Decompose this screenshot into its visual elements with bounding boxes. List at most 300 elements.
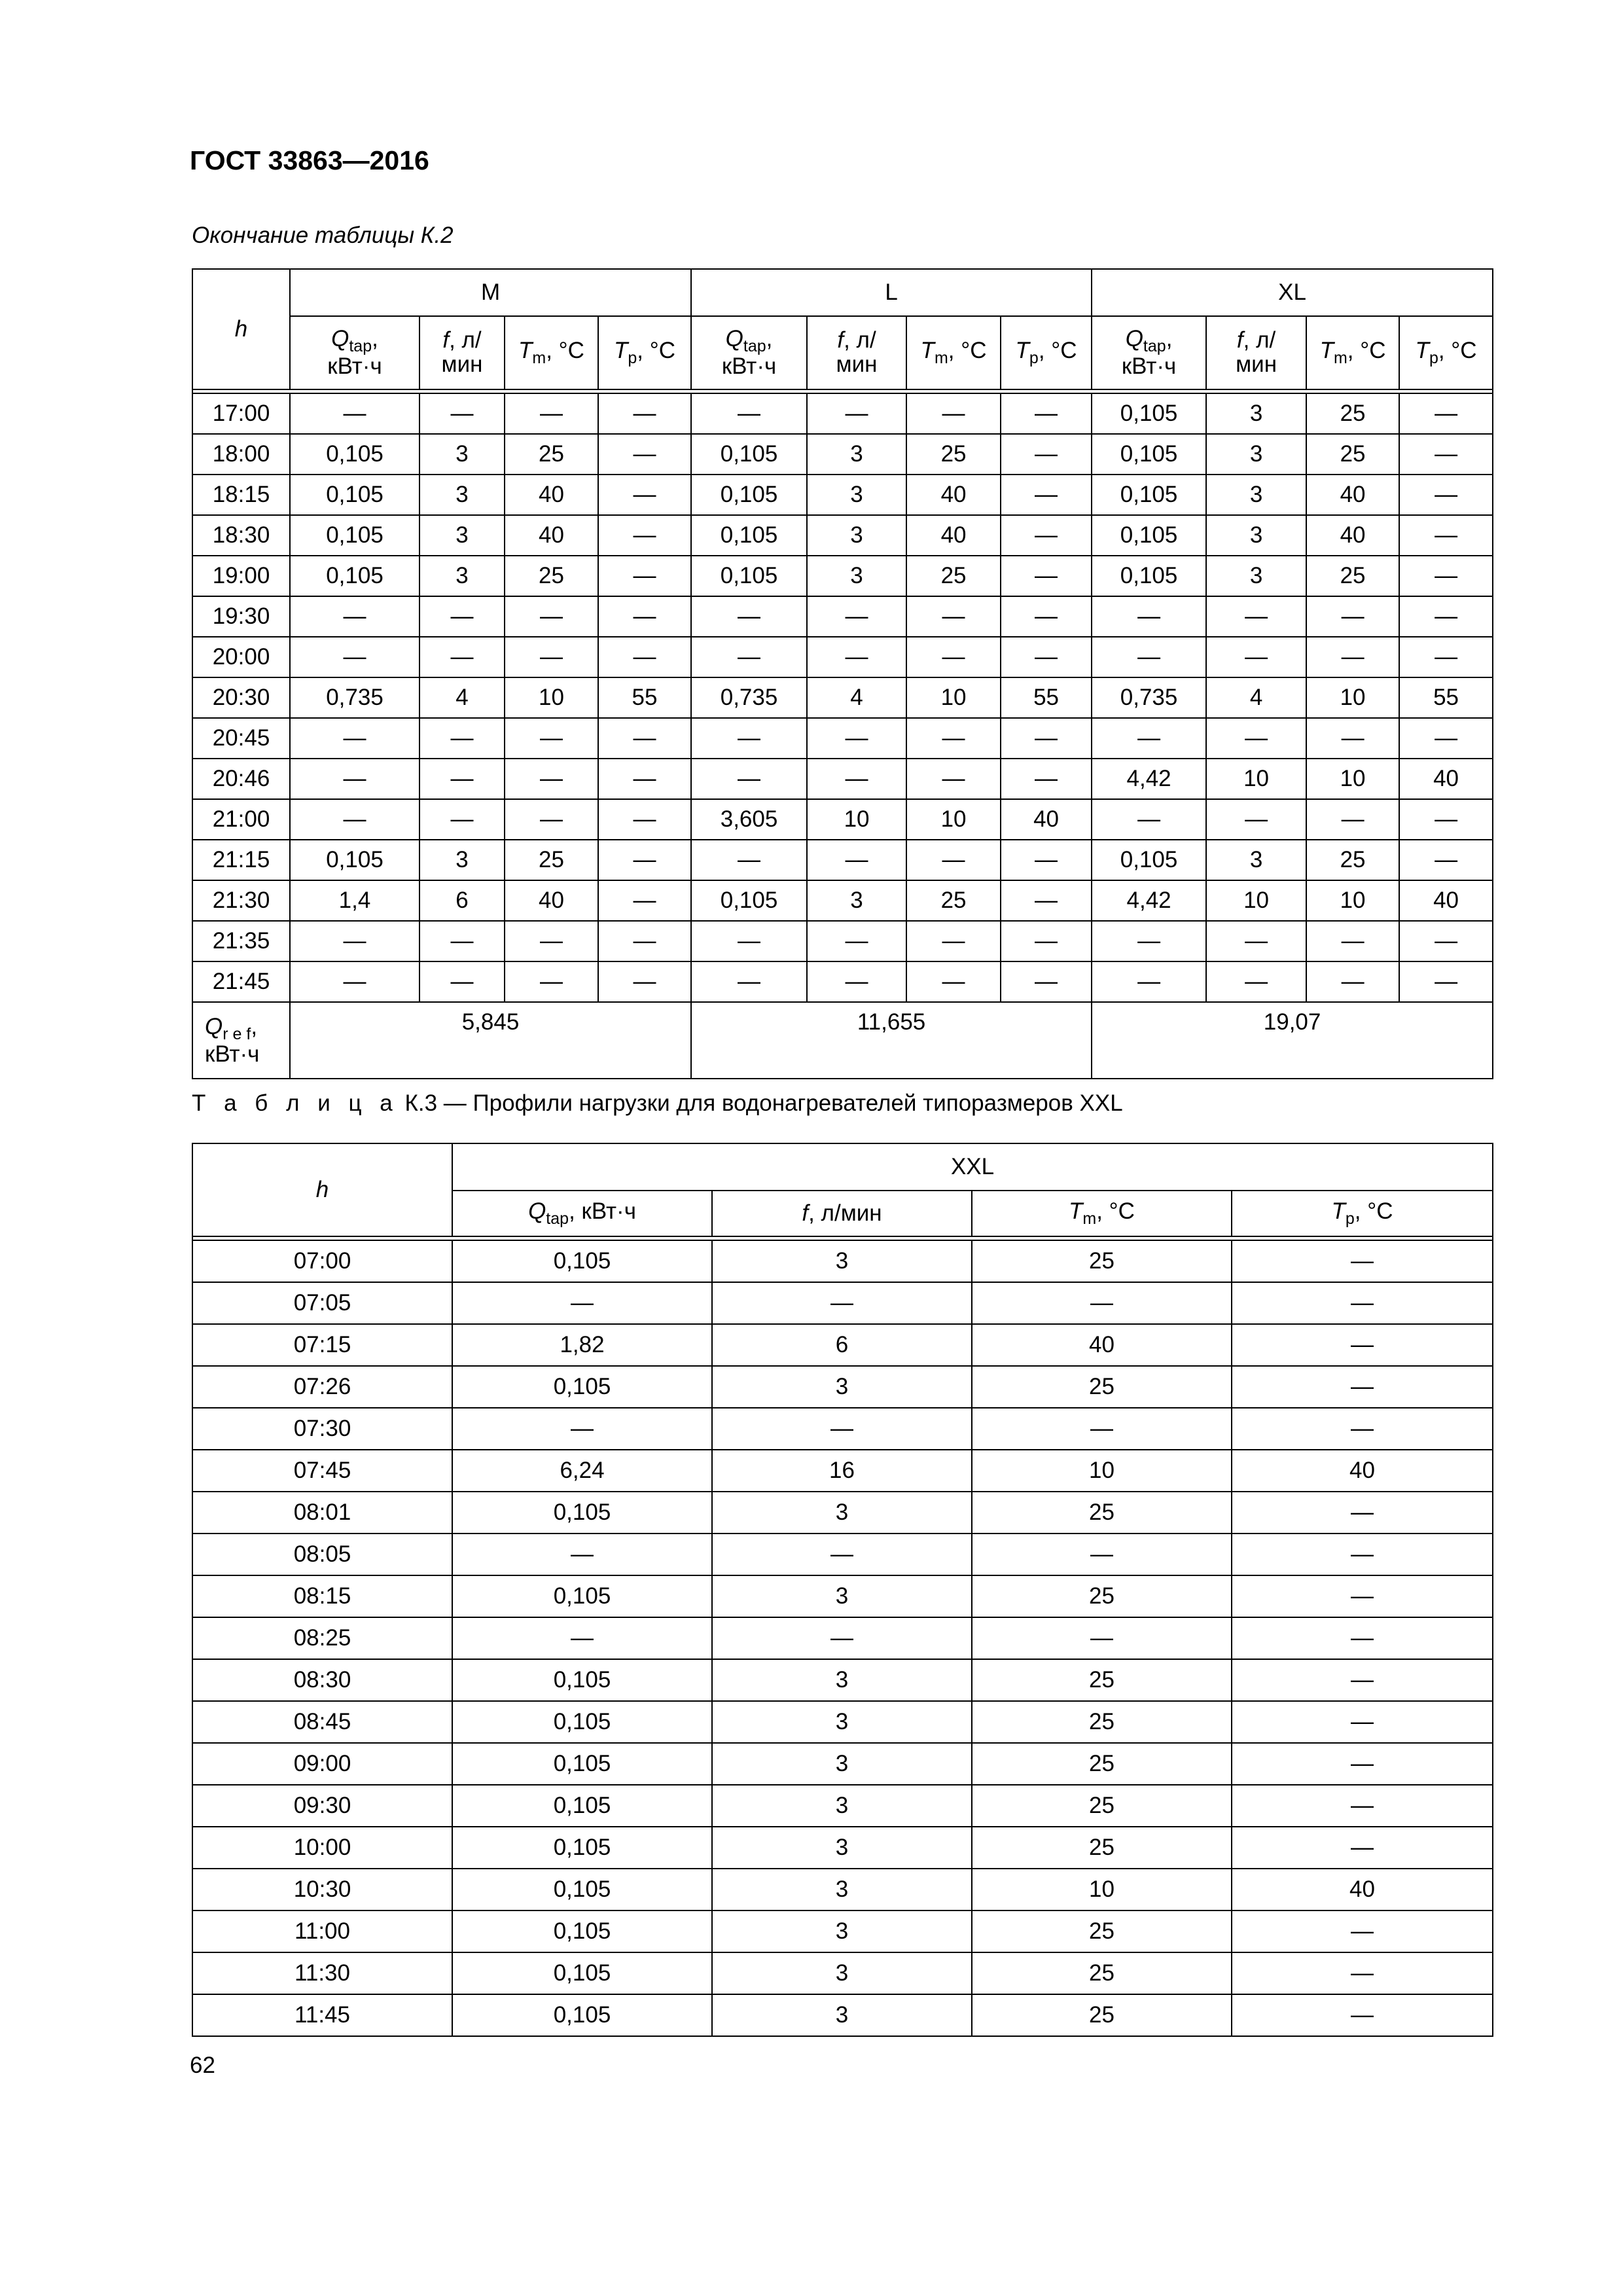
tp-unit: , °С bbox=[1038, 337, 1077, 363]
value-cell: — bbox=[598, 921, 691, 961]
value-cell: — bbox=[290, 596, 419, 637]
h-column-header: h bbox=[192, 269, 290, 389]
value-cell: — bbox=[598, 880, 691, 921]
value-cell: 3 bbox=[712, 1994, 972, 2036]
value-cell: — bbox=[906, 718, 1001, 759]
table-row bbox=[192, 1534, 1493, 1575]
value-cell: 10 bbox=[1206, 759, 1306, 799]
tp-unit: , °С bbox=[637, 337, 676, 363]
time-cell: 10:30 bbox=[192, 1869, 452, 1910]
value-cell: — bbox=[1306, 921, 1399, 961]
value-cell: — bbox=[807, 718, 906, 759]
value-cell: 0,105 bbox=[452, 1575, 712, 1617]
value-cell: 3 bbox=[712, 1659, 972, 1701]
value-cell: — bbox=[419, 718, 505, 759]
value-cell: — bbox=[807, 759, 906, 799]
value-cell: 10 bbox=[1306, 677, 1399, 718]
table-row bbox=[192, 1910, 1493, 1952]
table-row bbox=[192, 840, 1493, 880]
value-cell: 0,105 bbox=[452, 1659, 712, 1701]
value-cell: — bbox=[807, 393, 906, 434]
table-row bbox=[192, 515, 1493, 556]
time-cell: 08:45 bbox=[192, 1701, 452, 1743]
value-cell: 3 bbox=[712, 1701, 972, 1743]
table-row bbox=[192, 1701, 1493, 1743]
value-cell: — bbox=[1399, 393, 1493, 434]
value-cell: — bbox=[1206, 596, 1306, 637]
value-cell: — bbox=[1306, 799, 1399, 840]
table-row bbox=[192, 718, 1493, 759]
table-row bbox=[192, 1617, 1493, 1659]
value-cell: — bbox=[1092, 637, 1206, 677]
value-cell: — bbox=[972, 1408, 1232, 1450]
value-cell: — bbox=[1399, 515, 1493, 556]
value-cell: — bbox=[807, 596, 906, 637]
tm-subscript: m bbox=[532, 348, 546, 367]
value-cell: — bbox=[1399, 475, 1493, 515]
value-cell: — bbox=[419, 596, 505, 637]
time-cell: 19:30 bbox=[192, 596, 290, 637]
qtap-unit: , кВт·ч bbox=[721, 325, 777, 379]
value-cell: 16 bbox=[712, 1450, 972, 1492]
value-cell: 3 bbox=[807, 556, 906, 596]
flow-symbol: f bbox=[802, 1200, 809, 1226]
value-cell: 10 bbox=[1306, 880, 1399, 921]
tm-symbol: T bbox=[518, 337, 533, 363]
value-cell: 40 bbox=[906, 515, 1001, 556]
tp-subscript: p bbox=[1029, 348, 1039, 367]
value-cell: — bbox=[1232, 1534, 1493, 1575]
value-cell: 0,105 bbox=[691, 434, 807, 475]
table-row bbox=[192, 1450, 1493, 1492]
value-cell: 40 bbox=[1306, 475, 1399, 515]
value-cell: 3 bbox=[419, 840, 505, 880]
value-cell: 3 bbox=[1206, 475, 1306, 515]
qtap-unit: , кВт·ч bbox=[327, 325, 382, 379]
value-cell: — bbox=[906, 921, 1001, 961]
tp-subscript: p bbox=[628, 348, 637, 367]
value-cell: — bbox=[1306, 596, 1399, 637]
table-row bbox=[192, 1324, 1493, 1366]
table-row bbox=[192, 677, 1493, 718]
value-cell: — bbox=[290, 799, 419, 840]
tm-column-header bbox=[906, 316, 1001, 389]
time-cell: 21:30 bbox=[192, 880, 290, 921]
table-row bbox=[192, 393, 1493, 434]
flow-column-header bbox=[419, 316, 505, 389]
value-cell: 25 bbox=[972, 1743, 1232, 1785]
table-k2 bbox=[192, 268, 1493, 1079]
value-cell: — bbox=[1232, 1575, 1493, 1617]
value-cell: 40 bbox=[1399, 759, 1493, 799]
value-cell: 55 bbox=[598, 677, 691, 718]
value-cell: — bbox=[419, 759, 505, 799]
value-cell: — bbox=[1232, 1659, 1493, 1701]
tp-symbol: T bbox=[614, 337, 628, 363]
table-k3 bbox=[192, 1143, 1493, 2037]
value-cell: — bbox=[1232, 1366, 1493, 1408]
time-cell: 21:35 bbox=[192, 921, 290, 961]
value-cell: 0,105 bbox=[691, 556, 807, 596]
value-cell: — bbox=[712, 1617, 972, 1659]
value-cell: — bbox=[290, 961, 419, 1002]
tm-unit: , °С bbox=[1096, 1198, 1135, 1224]
table-k3-caption bbox=[192, 1090, 1123, 1117]
value-cell: 25 bbox=[972, 1492, 1232, 1534]
time-cell: 07:30 bbox=[192, 1408, 452, 1450]
value-cell: 0,105 bbox=[452, 1743, 712, 1785]
table-word: Т а б л и ц а bbox=[192, 1090, 399, 1116]
value-cell: 25 bbox=[505, 556, 598, 596]
value-cell: — bbox=[1092, 799, 1206, 840]
value-cell: 10 bbox=[972, 1450, 1232, 1492]
time-cell: 07:26 bbox=[192, 1366, 452, 1408]
table-row bbox=[192, 759, 1493, 799]
value-cell: — bbox=[452, 1617, 712, 1659]
time-cell: 08:15 bbox=[192, 1575, 452, 1617]
value-cell: — bbox=[290, 759, 419, 799]
time-cell: 18:30 bbox=[192, 515, 290, 556]
value-cell: — bbox=[906, 961, 1001, 1002]
value-cell: 0,105 bbox=[1092, 475, 1206, 515]
value-cell: 25 bbox=[1306, 556, 1399, 596]
value-cell: — bbox=[290, 921, 419, 961]
value-cell: — bbox=[598, 759, 691, 799]
value-cell: 25 bbox=[972, 1994, 1232, 2036]
time-cell: 11:30 bbox=[192, 1952, 452, 1994]
value-cell: 0,105 bbox=[452, 1827, 712, 1869]
value-cell: — bbox=[1399, 840, 1493, 880]
value-cell: 6 bbox=[712, 1324, 972, 1366]
time-cell: 08:25 bbox=[192, 1617, 452, 1659]
table-row bbox=[192, 799, 1493, 840]
value-cell: — bbox=[1232, 1827, 1493, 1869]
tm-symbol: T bbox=[920, 337, 935, 363]
table-row bbox=[192, 1994, 1493, 2036]
value-cell: — bbox=[1001, 515, 1092, 556]
tp-unit: , °С bbox=[1354, 1198, 1393, 1224]
table-row bbox=[192, 1366, 1493, 1408]
time-cell: 11:00 bbox=[192, 1910, 452, 1952]
value-cell: — bbox=[906, 840, 1001, 880]
value-cell: — bbox=[712, 1282, 972, 1324]
value-cell: 3 bbox=[1206, 515, 1306, 556]
value-cell: 0,105 bbox=[691, 475, 807, 515]
value-cell: — bbox=[452, 1282, 712, 1324]
value-cell: 25 bbox=[505, 840, 598, 880]
value-cell: 0,105 bbox=[1092, 434, 1206, 475]
value-cell: — bbox=[419, 961, 505, 1002]
value-cell: — bbox=[1232, 1910, 1493, 1952]
tm-subscript: m bbox=[1333, 348, 1347, 367]
qtap-symbol: Q bbox=[725, 325, 743, 351]
value-cell: 3 bbox=[712, 1785, 972, 1827]
value-cell: 3 bbox=[807, 515, 906, 556]
table-row bbox=[192, 1952, 1493, 1994]
time-cell: 07:15 bbox=[192, 1324, 452, 1366]
qtap-column-header bbox=[452, 1191, 712, 1236]
tm-subscript: m bbox=[934, 348, 948, 367]
value-cell: — bbox=[906, 596, 1001, 637]
value-cell: — bbox=[1206, 799, 1306, 840]
table-row bbox=[192, 1492, 1493, 1534]
qtap-column-header bbox=[290, 316, 419, 389]
value-cell: — bbox=[1399, 434, 1493, 475]
value-cell: — bbox=[691, 921, 807, 961]
value-cell: — bbox=[598, 840, 691, 880]
qref-value: 5,845 bbox=[290, 1002, 691, 1079]
tm-column-header bbox=[972, 1191, 1232, 1236]
value-cell: 0,105 bbox=[452, 1492, 712, 1534]
value-cell: 0,105 bbox=[290, 475, 419, 515]
value-cell: — bbox=[1306, 718, 1399, 759]
qtap-subscript: tap bbox=[743, 336, 766, 355]
value-cell: — bbox=[712, 1534, 972, 1575]
value-cell: 0,105 bbox=[290, 556, 419, 596]
value-cell: — bbox=[1001, 475, 1092, 515]
value-cell: 3 bbox=[807, 880, 906, 921]
value-cell: — bbox=[1092, 961, 1206, 1002]
time-cell: 21:45 bbox=[192, 961, 290, 1002]
value-cell: 3 bbox=[419, 556, 505, 596]
time-cell: 21:15 bbox=[192, 840, 290, 880]
value-cell: 0,105 bbox=[691, 880, 807, 921]
value-cell: — bbox=[505, 921, 598, 961]
table-row bbox=[192, 961, 1493, 1002]
value-cell: — bbox=[1399, 718, 1493, 759]
value-cell: — bbox=[419, 799, 505, 840]
value-cell: 40 bbox=[1232, 1450, 1493, 1492]
value-cell: 0,105 bbox=[290, 840, 419, 880]
value-cell: 40 bbox=[1001, 799, 1092, 840]
value-cell: 25 bbox=[1306, 393, 1399, 434]
value-cell: — bbox=[1399, 961, 1493, 1002]
value-cell: 25 bbox=[972, 1827, 1232, 1869]
group-header-xl: XL bbox=[1092, 269, 1493, 316]
page-number: 62 bbox=[190, 2053, 215, 2078]
value-cell: 25 bbox=[972, 1952, 1232, 1994]
value-cell: 4 bbox=[1206, 677, 1306, 718]
value-cell: 40 bbox=[972, 1324, 1232, 1366]
value-cell: 1,82 bbox=[452, 1324, 712, 1366]
value-cell: 0,105 bbox=[1092, 393, 1206, 434]
tp-symbol: T bbox=[1415, 337, 1429, 363]
value-cell: 40 bbox=[505, 880, 598, 921]
value-cell: 25 bbox=[906, 880, 1001, 921]
time-cell: 17:00 bbox=[192, 393, 290, 434]
value-cell: — bbox=[598, 637, 691, 677]
time-cell: 08:05 bbox=[192, 1534, 452, 1575]
value-cell: — bbox=[807, 961, 906, 1002]
time-cell: 07:45 bbox=[192, 1450, 452, 1492]
value-cell: 0,735 bbox=[1092, 677, 1206, 718]
tp-column-header bbox=[1232, 1191, 1493, 1236]
value-cell: 10 bbox=[1206, 880, 1306, 921]
value-cell: — bbox=[1206, 921, 1306, 961]
qtap-subscript: tap bbox=[546, 1209, 569, 1228]
value-cell: 6,24 bbox=[452, 1450, 712, 1492]
value-cell: 10 bbox=[972, 1869, 1232, 1910]
value-cell: — bbox=[1092, 718, 1206, 759]
tp-subscript: p bbox=[1345, 1209, 1355, 1228]
table-row bbox=[192, 880, 1493, 921]
time-cell: 09:30 bbox=[192, 1785, 452, 1827]
flow-unit: , л/мин bbox=[836, 327, 878, 377]
table-row bbox=[192, 1869, 1493, 1910]
value-cell: 0,105 bbox=[452, 1994, 712, 2036]
table-row bbox=[192, 1743, 1493, 1785]
value-cell: — bbox=[1001, 961, 1092, 1002]
value-cell: — bbox=[1206, 961, 1306, 1002]
value-cell: — bbox=[691, 759, 807, 799]
value-cell: 40 bbox=[505, 515, 598, 556]
table-row bbox=[192, 1785, 1493, 1827]
value-cell: 3 bbox=[712, 1869, 972, 1910]
time-cell: 10:00 bbox=[192, 1827, 452, 1869]
tm-symbol: T bbox=[1069, 1198, 1083, 1224]
value-cell: — bbox=[598, 556, 691, 596]
value-cell: — bbox=[1232, 1408, 1493, 1450]
value-cell: 3 bbox=[712, 1492, 972, 1534]
table-row bbox=[192, 434, 1493, 475]
time-cell: 18:15 bbox=[192, 475, 290, 515]
value-cell: — bbox=[1092, 596, 1206, 637]
value-cell: — bbox=[1232, 1743, 1493, 1785]
value-cell: 3 bbox=[807, 475, 906, 515]
h-column-header: h bbox=[192, 1143, 452, 1236]
value-cell: 3 bbox=[712, 1952, 972, 1994]
table-row bbox=[192, 1575, 1493, 1617]
value-cell: — bbox=[290, 718, 419, 759]
tm-symbol: T bbox=[1319, 337, 1334, 363]
value-cell: 0,105 bbox=[290, 515, 419, 556]
tp-column-header bbox=[1001, 316, 1092, 389]
table-row bbox=[192, 556, 1493, 596]
time-cell: 08:01 bbox=[192, 1492, 452, 1534]
value-cell: — bbox=[712, 1408, 972, 1450]
value-cell: 25 bbox=[972, 1701, 1232, 1743]
value-cell: 40 bbox=[1232, 1869, 1493, 1910]
value-cell: — bbox=[1306, 961, 1399, 1002]
value-cell: — bbox=[419, 393, 505, 434]
value-cell: 4 bbox=[419, 677, 505, 718]
value-cell: 3 bbox=[1206, 556, 1306, 596]
qref-unit: кВт·ч bbox=[205, 1041, 260, 1067]
value-cell: — bbox=[1232, 1701, 1493, 1743]
flow-unit: , л/мин bbox=[1236, 327, 1277, 377]
value-cell: — bbox=[598, 515, 691, 556]
value-cell: 3 bbox=[712, 1743, 972, 1785]
value-cell: 3,605 bbox=[691, 799, 807, 840]
value-cell: 3 bbox=[712, 1366, 972, 1408]
flow-symbol: f bbox=[1236, 327, 1243, 353]
value-cell: 0,105 bbox=[290, 434, 419, 475]
value-cell: — bbox=[505, 393, 598, 434]
tp-unit: , °С bbox=[1438, 337, 1477, 363]
value-cell: — bbox=[598, 799, 691, 840]
value-cell: 25 bbox=[972, 1240, 1232, 1282]
value-cell: — bbox=[1001, 840, 1092, 880]
value-cell: 3 bbox=[419, 475, 505, 515]
value-cell: — bbox=[691, 840, 807, 880]
value-cell: 25 bbox=[972, 1910, 1232, 1952]
qtap-unit: , кВт·ч bbox=[569, 1198, 636, 1224]
time-cell: 20:30 bbox=[192, 677, 290, 718]
value-cell: 10 bbox=[1306, 759, 1399, 799]
value-cell: 25 bbox=[972, 1575, 1232, 1617]
table-row bbox=[192, 1240, 1493, 1282]
time-cell: 20:46 bbox=[192, 759, 290, 799]
value-cell: 25 bbox=[972, 1366, 1232, 1408]
time-cell: 19:00 bbox=[192, 556, 290, 596]
flow-symbol: f bbox=[442, 327, 450, 353]
value-cell: — bbox=[1001, 434, 1092, 475]
value-cell: 4 bbox=[807, 677, 906, 718]
qref-value: 11,655 bbox=[691, 1002, 1092, 1079]
value-cell: 25 bbox=[505, 434, 598, 475]
value-cell: — bbox=[1001, 718, 1092, 759]
value-cell: — bbox=[1399, 921, 1493, 961]
value-cell: — bbox=[598, 475, 691, 515]
tp-column-header bbox=[1399, 316, 1493, 389]
qtap-symbol: Q bbox=[528, 1198, 546, 1224]
value-cell: — bbox=[598, 596, 691, 637]
qtap-symbol: Q bbox=[1125, 325, 1143, 351]
tm-unit: , °С bbox=[1347, 337, 1386, 363]
qtap-subscript: tap bbox=[1143, 336, 1166, 355]
value-cell: — bbox=[452, 1534, 712, 1575]
value-cell: — bbox=[1232, 1785, 1493, 1827]
value-cell: — bbox=[691, 718, 807, 759]
value-cell: 40 bbox=[505, 475, 598, 515]
value-cell: — bbox=[1399, 637, 1493, 677]
qtap-symbol: Q bbox=[331, 325, 349, 351]
group-header-l: L bbox=[691, 269, 1092, 316]
flow-column-header bbox=[712, 1191, 972, 1236]
value-cell: — bbox=[505, 596, 598, 637]
value-cell: 3 bbox=[419, 434, 505, 475]
flow-column-header bbox=[1206, 316, 1306, 389]
tm-unit: , °С bbox=[948, 337, 987, 363]
table-row bbox=[192, 596, 1493, 637]
value-cell: — bbox=[598, 718, 691, 759]
value-cell: — bbox=[1001, 637, 1092, 677]
time-cell: 20:45 bbox=[192, 718, 290, 759]
value-cell: — bbox=[1232, 1492, 1493, 1534]
value-cell: — bbox=[1232, 1617, 1493, 1659]
value-cell: 10 bbox=[807, 799, 906, 840]
time-cell: 07:00 bbox=[192, 1240, 452, 1282]
value-cell: — bbox=[691, 393, 807, 434]
value-cell: — bbox=[290, 393, 419, 434]
time-cell: 09:00 bbox=[192, 1743, 452, 1785]
qtap-subscript: tap bbox=[349, 336, 372, 355]
value-cell: 0,105 bbox=[1092, 840, 1206, 880]
value-cell: 40 bbox=[1306, 515, 1399, 556]
tp-subscript: p bbox=[1429, 348, 1438, 367]
value-cell: — bbox=[972, 1282, 1232, 1324]
value-cell: — bbox=[906, 637, 1001, 677]
value-cell: — bbox=[1232, 1994, 1493, 2036]
value-cell: — bbox=[1001, 921, 1092, 961]
group-header-m: M bbox=[290, 269, 691, 316]
value-cell: 3 bbox=[1206, 393, 1306, 434]
value-cell: 4,42 bbox=[1092, 880, 1206, 921]
tp-column-header bbox=[598, 316, 691, 389]
qref-subscript: r e f bbox=[223, 1025, 251, 1043]
value-cell: — bbox=[1232, 1324, 1493, 1366]
value-cell: 40 bbox=[1399, 880, 1493, 921]
